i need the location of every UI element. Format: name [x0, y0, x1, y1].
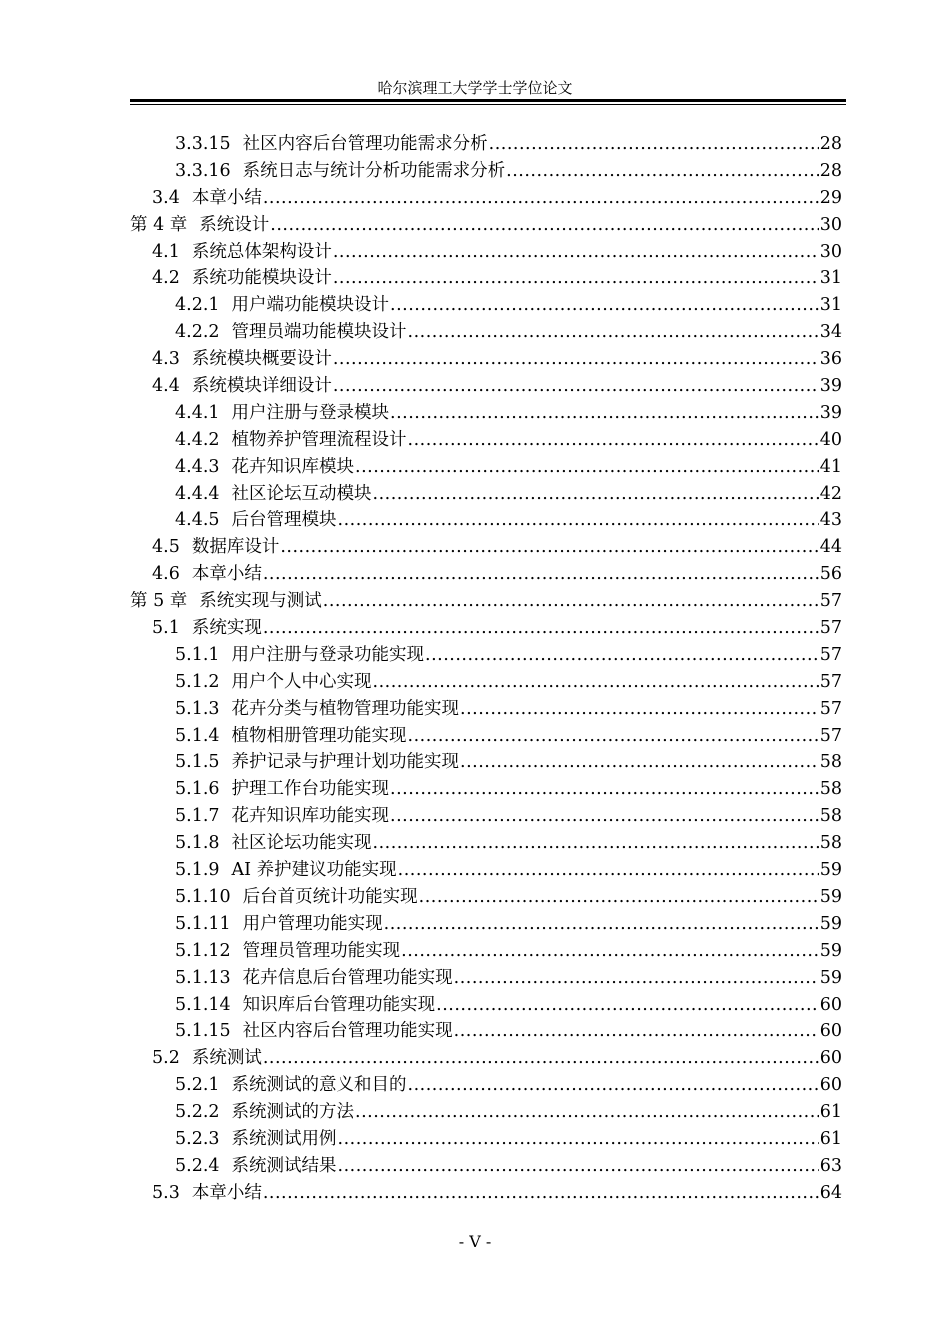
toc-entry-number: 4.4.4: [175, 483, 220, 504]
toc-entry-number: 4.6: [152, 564, 180, 585]
toc-entry-page: 29: [819, 187, 842, 208]
toc-entry-page: 60: [819, 994, 842, 1015]
table-of-contents: [130, 131, 842, 1207]
toc-entry[interactable]: [130, 588, 842, 615]
toc-entry-title: 用户管理功能实现: [242, 913, 383, 934]
toc-entry-title: 系统实现: [191, 618, 262, 639]
toc-dot-leader: [338, 507, 819, 534]
toc-entry-title: 系统日志与统计分析功能需求分析: [242, 160, 506, 181]
toc-entry-title: 系统总体架构设计: [191, 241, 332, 262]
toc-entry-title: 系统功能模块设计: [191, 268, 332, 289]
toc-entry[interactable]: [130, 938, 842, 965]
toc-dot-leader: [408, 427, 819, 454]
toc-entry-number: 3.4: [152, 187, 180, 208]
toc-entry[interactable]: [130, 427, 842, 454]
toc-entry-page: 58: [819, 806, 842, 827]
toc-entry-title: 系统测试结果: [231, 1155, 337, 1176]
toc-dot-leader: [355, 1099, 819, 1126]
toc-entry-title: 护理工作台功能实现: [231, 779, 390, 800]
toc-entry-title: AI 养护建议功能实现: [231, 860, 397, 881]
toc-entry-page: 40: [819, 429, 842, 450]
toc-entry[interactable]: [130, 857, 842, 884]
toc-entry[interactable]: [130, 239, 842, 266]
toc-entry-title: 用户端功能模块设计: [231, 295, 390, 316]
toc-entry-title: 系统实现与测试: [199, 591, 322, 612]
toc-dot-leader: [390, 292, 819, 319]
toc-entry[interactable]: [130, 212, 842, 239]
toc-dot-leader: [408, 319, 819, 346]
toc-entry[interactable]: [130, 911, 842, 938]
toc-dot-leader: [338, 1153, 819, 1180]
toc-entry-page: 56: [819, 564, 842, 585]
toc-entry[interactable]: [130, 373, 842, 400]
toc-entry[interactable]: [130, 776, 842, 803]
toc-entry-title: 管理员端功能模块设计: [231, 322, 407, 343]
toc-entry-page: 57: [819, 725, 842, 746]
toc-entry-title: 本章小结: [191, 1182, 262, 1203]
toc-entry-page: 60: [819, 1075, 842, 1096]
toc-entry-title: 本章小结: [191, 187, 262, 208]
toc-entry-title: 社区论坛互动模块: [231, 483, 372, 504]
toc-entry-page: 61: [819, 1102, 842, 1123]
toc-entry-page: 59: [819, 860, 842, 881]
toc-entry[interactable]: [130, 965, 842, 992]
toc-entry[interactable]: [130, 803, 842, 830]
toc-entry-page: 43: [819, 510, 842, 531]
toc-entry-title: 花卉知识库模块: [231, 456, 355, 477]
toc-entry-number: 5.1.11: [175, 913, 231, 934]
toc-entry-number: 5.1.15: [175, 1021, 231, 1042]
toc-entry-page: 57: [819, 644, 842, 665]
toc-entry[interactable]: [130, 534, 842, 561]
toc-dot-leader: [390, 776, 819, 803]
toc-entry-number: 第 4 章: [130, 214, 188, 235]
toc-dot-leader: [460, 749, 819, 776]
toc-entry[interactable]: [130, 830, 842, 857]
toc-dot-leader: [506, 158, 819, 185]
page-number: - V -: [458, 1232, 492, 1251]
toc-entry-number: 5.1.8: [175, 833, 220, 854]
toc-entry[interactable]: [130, 615, 842, 642]
toc-entry-number: 4.4.5: [175, 510, 220, 531]
toc-entry-number: 4.5: [152, 537, 180, 558]
toc-entry-number: 5.1: [152, 618, 180, 639]
toc-entry-title: 系统模块概要设计: [191, 349, 332, 370]
toc-entry-title: 系统测试的方法: [231, 1102, 355, 1123]
toc-entry[interactable]: [130, 158, 842, 185]
toc-entry-page: 36: [819, 349, 842, 370]
toc-entry-page: 59: [819, 940, 842, 961]
toc-entry-number: 4.4.3: [175, 456, 220, 477]
toc-entry-number: 5.1.7: [175, 806, 220, 827]
toc-entry-number: 5.2.3: [175, 1128, 220, 1149]
toc-dot-leader: [373, 830, 819, 857]
toc-entry-number: 4.2: [152, 268, 180, 289]
toc-entry-number: 3.3.15: [175, 134, 231, 154]
toc-entry-page: 34: [819, 322, 842, 343]
toc-entry-title: 用户个人中心实现: [231, 671, 372, 692]
toc-entry-page: 58: [819, 752, 842, 773]
toc-entry-title: 后台管理模块: [231, 510, 337, 531]
toc-entry-title: 系统测试: [191, 1048, 262, 1069]
toc-entry-title: 植物养护管理流程设计: [231, 429, 407, 450]
toc-entry-page: 64: [819, 1182, 842, 1203]
toc-dot-leader: [373, 669, 819, 696]
toc-dot-leader: [398, 857, 819, 884]
toc-dot-leader: [333, 239, 819, 266]
toc-entry-title: 社区内容后台管理功能需求分析: [242, 134, 488, 154]
toc-entry[interactable]: [130, 669, 842, 696]
toc-entry-page: 41: [819, 456, 842, 477]
toc-entry-title: 植物相册管理功能实现: [231, 725, 407, 746]
toc-entry-page: 30: [819, 214, 842, 235]
toc-entry-page: 58: [819, 833, 842, 854]
toc-entry[interactable]: [130, 1153, 842, 1180]
toc-entry-number: 5.1.9: [175, 860, 220, 881]
toc-entry-title: 用户注册与登录功能实现: [231, 644, 425, 665]
toc-entry-page: 39: [819, 376, 842, 397]
toc-dot-leader: [384, 911, 819, 938]
toc-entry[interactable]: [130, 507, 842, 534]
toc-entry-title: 花卉信息后台管理功能实现: [242, 967, 453, 988]
toc-dot-leader: [454, 1018, 819, 1045]
toc-entry-page: 61: [819, 1128, 842, 1149]
toc-entry[interactable]: [130, 400, 842, 427]
toc-entry-page: 59: [819, 967, 842, 988]
header-rule-thin: [130, 104, 846, 105]
toc-entry[interactable]: [130, 346, 842, 373]
toc-entry[interactable]: [130, 185, 842, 212]
toc-dot-leader: [333, 373, 819, 400]
toc-entry-title: 社区论坛功能实现: [231, 833, 372, 854]
toc-entry[interactable]: [130, 1099, 842, 1126]
toc-entry-number: 4.4.2: [175, 429, 220, 450]
toc-entry-number: 4.2.2: [175, 322, 220, 343]
toc-entry-page: 31: [819, 268, 842, 289]
toc-dot-leader: [408, 723, 819, 750]
toc-entry-page: 59: [819, 913, 842, 934]
toc-entry[interactable]: [130, 1072, 842, 1099]
toc-entry-number: 5.1.10: [175, 886, 231, 907]
toc-entry-title: 系统测试的意义和目的: [231, 1075, 407, 1096]
toc-entry-page: 57: [819, 671, 842, 692]
toc-entry-number: 5.1.14: [175, 994, 231, 1015]
toc-entry-number: 5.2.4: [175, 1155, 220, 1176]
toc-entry-title: 后台首页统计功能实现: [242, 886, 418, 907]
toc-entry[interactable]: [130, 749, 842, 776]
toc-entry[interactable]: [130, 481, 842, 508]
toc-entry-page: 59: [819, 886, 842, 907]
toc-entry-title: 花卉分类与植物管理功能实现: [231, 698, 460, 719]
toc-dot-leader: [408, 1072, 819, 1099]
toc-dot-leader: [419, 884, 819, 911]
toc-entry-number: 4.3: [152, 349, 180, 370]
toc-entry[interactable]: [130, 1180, 842, 1207]
toc-entry[interactable]: [130, 723, 842, 750]
toc-dot-leader: [263, 185, 819, 212]
toc-entry-page: 30: [819, 241, 842, 262]
toc-dot-leader: [323, 588, 819, 615]
toc-dot-leader: [355, 454, 819, 481]
toc-dot-leader: [425, 642, 819, 669]
toc-entry[interactable]: [130, 265, 842, 292]
toc-dot-leader: [489, 131, 819, 158]
toc-entry-number: 5.1.1: [175, 644, 220, 665]
toc-entry-number: 5.1.4: [175, 725, 220, 746]
toc-dot-leader: [401, 938, 819, 965]
toc-entry-number: 5.1.5: [175, 752, 220, 773]
header-rule-thick: [130, 99, 846, 102]
toc-entry[interactable]: [130, 696, 842, 723]
toc-dot-leader: [454, 965, 819, 992]
toc-entry-number: 4.4: [152, 376, 180, 397]
toc-entry[interactable]: [130, 1045, 842, 1072]
toc-dot-leader: [373, 481, 819, 508]
toc-dot-leader: [263, 1180, 819, 1207]
toc-entry-page: 31: [819, 295, 842, 316]
toc-entry-number: 5.1.12: [175, 940, 231, 961]
toc-entry-page: 60: [819, 1048, 842, 1069]
toc-entry-page: 57: [819, 618, 842, 639]
toc-entry-title: 花卉知识库功能实现: [231, 806, 390, 827]
toc-entry-number: 5.3: [152, 1182, 180, 1203]
toc-dot-leader: [280, 534, 818, 561]
toc-entry-page: 57: [819, 591, 842, 612]
toc-entry-page: 44: [819, 537, 842, 558]
toc-entry[interactable]: [130, 131, 842, 158]
toc-entry-page: 28: [819, 134, 842, 154]
toc-entry-number: 5.2: [152, 1048, 180, 1069]
toc-entry-title: 用户注册与登录模块: [231, 402, 390, 423]
toc-entry[interactable]: [130, 319, 842, 346]
toc-entry-title: 社区内容后台管理功能实现: [242, 1021, 453, 1042]
toc-dot-leader: [390, 803, 819, 830]
toc-entry-number: 5.1.13: [175, 967, 231, 988]
toc-entry[interactable]: [130, 884, 842, 911]
toc-entry-title: 管理员管理功能实现: [242, 940, 401, 961]
toc-entry-title: 养护记录与护理计划功能实现: [231, 752, 460, 773]
toc-entry-title: 系统模块详细设计: [191, 376, 332, 397]
toc-dot-leader: [263, 561, 819, 588]
toc-dot-leader: [460, 696, 819, 723]
toc-entry-number: 5.1.3: [175, 698, 220, 719]
toc-entry-number: 4.1: [152, 241, 180, 262]
toc-dot-leader: [263, 615, 819, 642]
toc-entry-title: 知识库后台管理功能实现: [242, 994, 436, 1015]
toc-entry-title: 数据库设计: [191, 537, 280, 558]
toc-dot-leader: [333, 346, 819, 373]
toc-entry-title: 系统设计: [199, 214, 270, 235]
toc-entry-title: 本章小结: [191, 564, 262, 585]
toc-entry[interactable]: [130, 642, 842, 669]
toc-entry-page: 42: [819, 483, 842, 504]
toc-entry[interactable]: [130, 992, 842, 1019]
page-header-title: 哈尔滨理工大学学士学位论文: [377, 79, 573, 97]
toc-entry-number: 3.3.16: [175, 160, 231, 181]
toc-entry-page: 39: [819, 402, 842, 423]
toc-entry-number: 4.2.1: [175, 295, 220, 316]
toc-dot-leader: [333, 265, 819, 292]
toc-entry-number: 4.4.1: [175, 402, 220, 423]
toc-entry[interactable]: [130, 292, 842, 319]
toc-entry-page: 63: [819, 1155, 842, 1176]
toc-entry[interactable]: [130, 1126, 842, 1153]
toc-entry-page: 57: [819, 698, 842, 719]
toc-entry-number: 第 5 章: [130, 591, 188, 612]
toc-entry[interactable]: [130, 561, 842, 588]
toc-entry[interactable]: [130, 454, 842, 481]
toc-entry-number: 5.2.2: [175, 1102, 220, 1123]
toc-entry-page: 58: [819, 779, 842, 800]
toc-entry-number: 5.1.2: [175, 671, 220, 692]
toc-dot-leader: [390, 400, 819, 427]
toc-dot-leader: [338, 1126, 819, 1153]
toc-entry-page: 60: [819, 1021, 842, 1042]
toc-dot-leader: [270, 212, 818, 239]
toc-entry-number: 5.1.6: [175, 779, 220, 800]
toc-entry-number: 5.2.1: [175, 1075, 220, 1096]
toc-dot-leader: [263, 1045, 819, 1072]
toc-entry-title: 系统测试用例: [231, 1128, 337, 1149]
toc-entry-page: 28: [819, 160, 842, 181]
toc-dot-leader: [436, 992, 819, 1019]
toc-entry[interactable]: [130, 1018, 842, 1045]
